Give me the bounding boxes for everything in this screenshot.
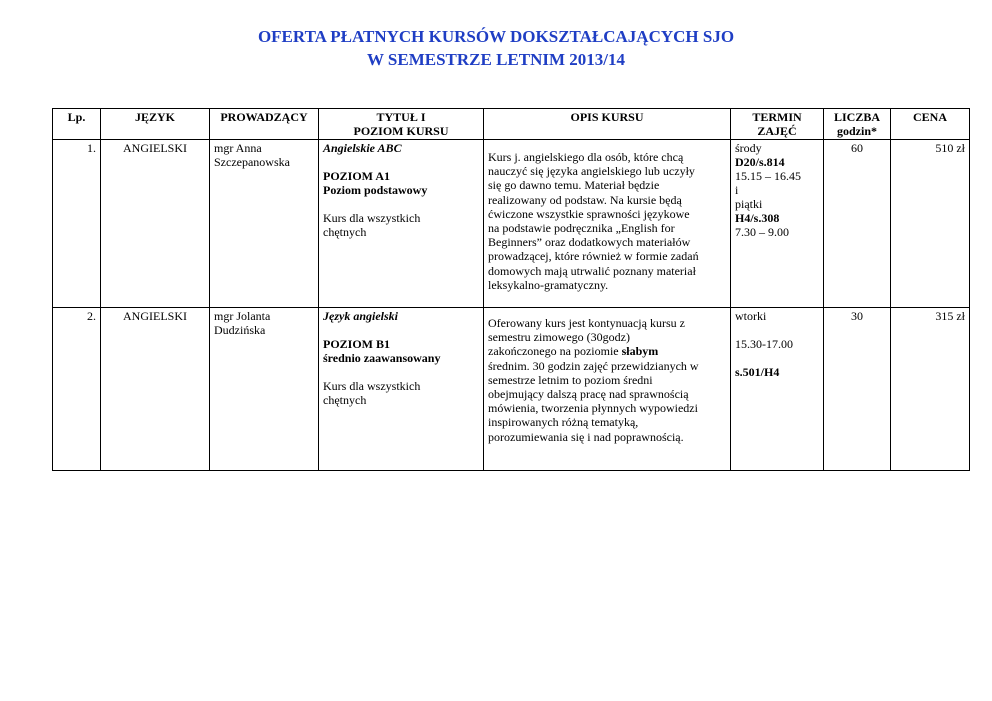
teacher-line2: Szczepanowska [214, 155, 290, 169]
header-lp: Lp. [53, 109, 101, 140]
header-liczba [824, 109, 891, 140]
teacher-line1: mgr Anna [214, 141, 262, 155]
course-level-desc: Poziom podstawowy [323, 183, 428, 197]
schedule-day-1: środy [735, 141, 762, 155]
header-row [53, 109, 970, 140]
header-termin-line1: TERMIN [752, 110, 802, 124]
row-tytul [319, 308, 484, 471]
header-tytul-line2: POZIOM KURSU [353, 124, 449, 138]
row-termin [731, 140, 824, 308]
desc-line: realizowany od podstaw. Na kursie będą [488, 192, 682, 207]
course-level: POZIOM B1 [323, 337, 391, 351]
row-cena: 510 zł [891, 140, 970, 308]
header-termin [731, 109, 824, 140]
schedule-day-2: piątki [735, 197, 763, 211]
course-title: Angielskie ABC [323, 141, 402, 155]
row-liczba: 30 [824, 308, 891, 471]
desc-line: prowadzącej, które również w formie zadań [488, 249, 699, 264]
row-prowadzacy [210, 140, 319, 308]
schedule-room-1: D20/s.814 [735, 155, 785, 169]
course-audience-line2: chętnych [323, 393, 367, 407]
header-prowadzacy: PROWADZĄCY [210, 109, 319, 140]
row-termin [731, 308, 824, 471]
row-lp: 1. [53, 140, 101, 308]
table-row [53, 140, 970, 308]
header-liczba-line1: LICZBA [833, 110, 880, 124]
header-tytul-line1: TYTUŁ I [376, 110, 426, 124]
desc-line: Oferowany kurs jest kontynuacją kursu z [488, 316, 685, 330]
desc-line: nauczyć się języka angielskiego lub uczyły [488, 164, 695, 179]
header-opis: OPIS KURSU [484, 109, 731, 140]
desc-line: inspirowanych różną tematyką, [488, 415, 639, 430]
course-level-desc: średnio zaawansowany [323, 351, 441, 365]
schedule-conj: i [735, 183, 739, 197]
table-row [53, 308, 970, 471]
course-audience-line2: chętnych [323, 225, 367, 239]
desc-line: ćwiczone wszystkie sprawności językowe [488, 206, 690, 221]
row-liczba: 60 [824, 140, 891, 308]
desc-line: semestru zimowego (30godz) [488, 330, 630, 345]
course-audience-line1: Kurs dla wszystkich [323, 211, 421, 225]
desc-line: semestrze letnim to poziom średni [488, 372, 653, 387]
row-lp: 2. [53, 308, 101, 471]
title-line-2: W SEMESTRZE LETNIM 2013/14 [366, 50, 626, 69]
schedule-time-1: 15.30-17.00 [735, 337, 793, 351]
schedule-room-2: H4/s.308 [735, 211, 780, 225]
row-cena: 315 zł [891, 308, 970, 471]
schedule-time-2: 7.30 – 9.00 [735, 225, 789, 239]
desc-text: zakończonego na poziomie [488, 344, 622, 359]
teacher-line2: Dudzińska [214, 323, 266, 337]
teacher-line1: mgr Jolanta [214, 309, 271, 323]
desc-line: Kurs j. angielskiego dla osób, które chcą [488, 150, 684, 164]
header-jezyk: JĘZYK [101, 109, 210, 140]
desc-line: mówienia, tworzenia płynnych wypowiedzi [488, 401, 698, 416]
course-title: Język angielski [323, 309, 398, 323]
desc-line: średnim. 30 godzin zajęć przewidzianych w [488, 358, 699, 373]
course-level: POZIOM A1 [323, 169, 391, 183]
row-opis [484, 308, 731, 471]
desc-line: leksykalno-gramatyczny. [488, 277, 609, 292]
course-audience-line1: Kurs dla wszystkich [323, 379, 421, 393]
desc-line: się go dawno temu. Materiał będzie [488, 178, 660, 193]
row-jezyk: ANGIELSKI [101, 308, 210, 471]
row-tytul [319, 140, 484, 308]
row-opis [484, 140, 731, 308]
desc-line: obejmujący dalszą pracę nad sprawnością [488, 387, 689, 402]
course-table [52, 108, 970, 471]
desc-line [488, 344, 726, 358]
row-prowadzacy [210, 308, 319, 471]
schedule-day-1: wtorki [735, 309, 767, 323]
row-jezyk: ANGIELSKI [101, 140, 210, 308]
header-termin-line2: ZAJĘĆ [757, 124, 797, 138]
title-line-1: OFERTA PŁATNYCH KURSÓW DOKSZTAŁCAJĄCYCH SJO [257, 27, 735, 46]
desc-line: domowych mają utrwalić poznany materiał [488, 263, 696, 278]
desc-line: Beginners” oraz dodatkowych materiałów [488, 235, 691, 250]
desc-line: na podstawie podręcznika „English for [488, 221, 675, 236]
header-liczba-line2: godzin* [836, 124, 877, 138]
schedule-room-1: s.501/H4 [735, 365, 780, 379]
desc-emphasis: słabym [621, 344, 659, 359]
schedule-time-1: 15.15 – 16.45 [735, 169, 801, 183]
header-cena: CENA [891, 109, 970, 140]
header-tytul [319, 109, 484, 140]
desc-line: porozumiewania się i nad poprawnością. [488, 429, 684, 444]
